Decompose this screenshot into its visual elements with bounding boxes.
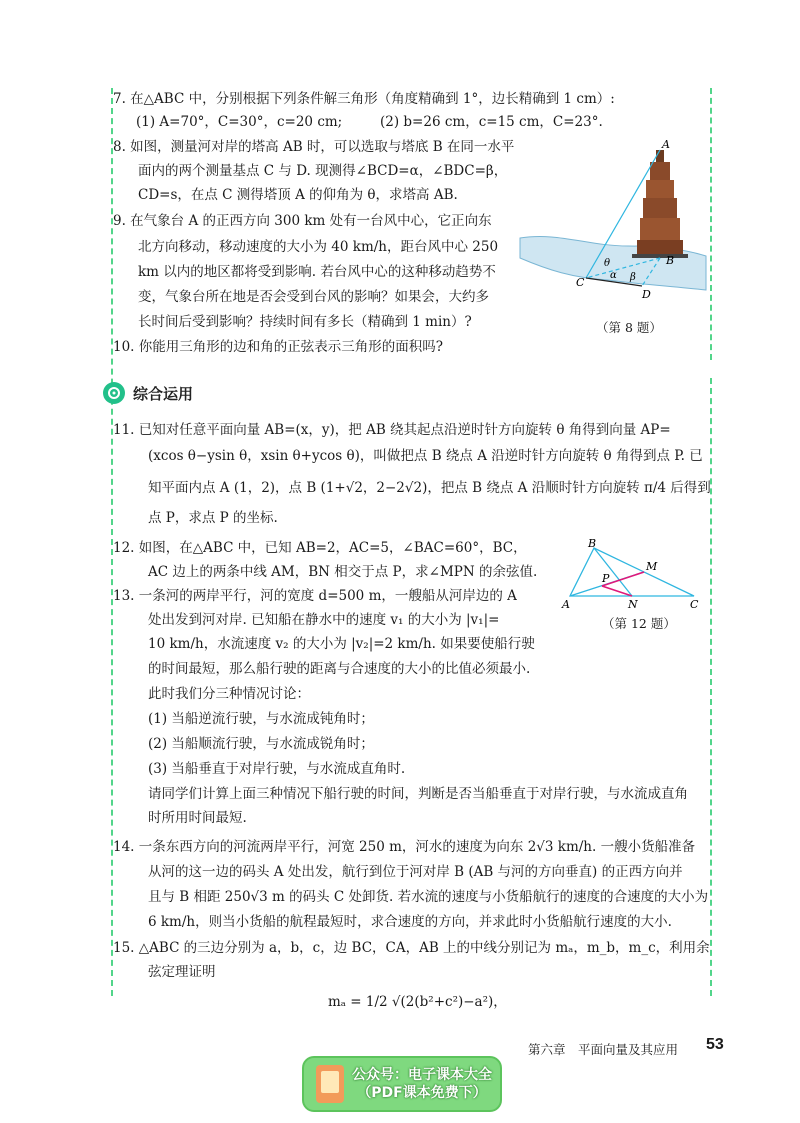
- fig8-label-theta: θ: [604, 258, 611, 269]
- banner-line2: （PDF课本免费下）: [357, 1085, 487, 1101]
- ex12-line2: AC 边上的两条中线 AM，BN 相交于点 P，求∠MPN 的余弦值.: [148, 564, 538, 580]
- section-title: 综合运用: [133, 384, 194, 403]
- ex14-line1: 14. 一条东西方向的河流两岸平行，河宽 250 m，河水的速度为向东 2√3 km/h. 一艘小货船准备: [113, 839, 696, 855]
- pagoda-drawing: [632, 150, 688, 258]
- ex10-line1: 10. 你能用三角形的边和角的正弦表示三角形的面积吗?: [113, 339, 443, 355]
- ex13-case3: (3) 当船垂直于对岸行驶，与水流成直角时.: [148, 761, 406, 777]
- fig12-label-p: P: [602, 572, 610, 585]
- banner-line1: 公众号：电子课本大全: [352, 1067, 492, 1083]
- ex7-part2: (2) b=26 cm，c=15 cm，C=23°.: [380, 114, 603, 130]
- section-heading: [103, 382, 193, 404]
- ex13-line2: 处出发到河对岸. 已知船在静水中的速度 v₁ 的大小为 |v₁|=: [148, 612, 500, 628]
- ex13-line1: 13. 一条河的两岸平行，河的宽度 d=500 m，一艘船从河岸边的 A: [113, 588, 517, 604]
- ex13-line10: 时所用时间最短.: [148, 810, 247, 826]
- section-icon: [103, 382, 125, 404]
- ex8-line2: 面内的两个测量基点 C 与 D. 现测得∠BCD=α，∠BDC=β，: [138, 163, 508, 179]
- ex8-line3: CD=s，在点 C 测得塔顶 A 的仰角为 θ，求塔高 AB.: [138, 187, 458, 203]
- ex13-line4: 的时间最短，那么船行驶的距离与合速度的大小的比值必须最小.: [148, 661, 531, 677]
- ex7-part1: (1) A=70°，C=30°，c=20 cm;: [136, 114, 343, 130]
- ex13-line9: 请同学们计算上面三种情况下船行驶的时间，判断是否当船垂直于对岸行驶，与水流成直角: [148, 786, 688, 802]
- fig12-label-m: M: [646, 560, 658, 573]
- triangle-figure: [556, 538, 706, 610]
- ex11-line2: (xcos θ−ysin θ，xsin θ+ycos θ)，叫做把点 B 绕点 A 沿逆时针方向旋转 θ 角得到点 P. 已: [148, 448, 703, 464]
- ex9-line2: 北方向移动，移动速度的大小为 40 km/h，距台风中心 250: [138, 239, 499, 255]
- fig8-label-c: C: [576, 276, 585, 289]
- fig8-caption: （第 8 题）: [596, 320, 662, 335]
- ex9-line1: 9. 在气象台 A 的正西方向 300 km 处有一台风中心，它正向东: [113, 213, 492, 229]
- ex8-line1: 8. 如图，测量河对岸的塔高 AB 时，可以选取与塔底 B 在同一水平: [113, 139, 515, 155]
- ex14-line2: 从河的这一边的码头 A 处出发，航行到位于河对岸 B (AB 与河的方向垂直) 的正西方向并: [148, 864, 683, 880]
- ex11-line4: 点 P，求点 P 的坐标.: [148, 510, 278, 526]
- ex13-line3: 10 km/h，水流速度 v₂ 的大小为 |v₂|=2 km/h. 如果要使船行驶: [148, 636, 535, 652]
- ex7-line1: 7. 在△ABC 中，分别根据下列条件解三角形（角度精确到 1°，边长精确到 1 cm）:: [113, 91, 615, 107]
- ex14-line4: 6 km/h，则当小货船的航程最短时，求合速度的方向，并求此时小货船航行速度的大小.: [148, 914, 672, 930]
- fig12-caption: （第 12 题）: [602, 616, 676, 631]
- ex11-line1: 11. 已知对任意平面向量 AB=(x，y)，把 AB 绕其起点沿逆时针方向旋转 θ 角得到向量 AP=: [113, 422, 671, 438]
- fig8-label-b: B: [666, 254, 675, 267]
- fig12-label-n: N: [628, 598, 638, 610]
- fig8-label-a: A: [662, 140, 670, 151]
- fig8-label-d: D: [642, 288, 651, 301]
- ex13-case2: (2) 当船顺流行驶，与水流成锐角时；: [148, 736, 374, 752]
- ex9-line5: 长时间后受到影响？持续时间有多长（精确到 1 min）?: [138, 314, 472, 330]
- ex13-line5: 此时我们分三种情况讨论：: [148, 686, 310, 702]
- tower-figure: [518, 140, 708, 315]
- promo-banner: [302, 1056, 502, 1112]
- ex14-line3: 且与 B 相距 250√3 m 的码头 C 处卸货. 若水流的速度与小货船航行的速度的合速度的大小为: [148, 889, 709, 905]
- fig8-label-beta: β: [630, 272, 636, 283]
- fig12-label-b: B: [588, 538, 597, 550]
- median-formula: mₐ = 1/2 √(2(b²+c²)−a²)，: [328, 994, 507, 1010]
- ex9-line3: km 以内的地区都将受到影响. 若台风中心的这种移动趋势不: [138, 264, 496, 280]
- ex11-line3: 知平面内点 A (1，2)，点 B (1+√2，2−2√2)，把点 B 绕点 A 沿顺时针方向旋转 π/4 后得到: [148, 480, 711, 496]
- book-icon: [316, 1065, 344, 1103]
- page-number: 53: [706, 1036, 724, 1053]
- ex12-line1: 12. 如图，在△ABC 中，已知 AB=2，AC=5，∠BAC=60°，BC，: [113, 540, 527, 556]
- ex15-line1: 15. △ABC 的三边分别为 a，b，c，边 BC，CA，AB 上的中线分别记为 mₐ，m_b，m_c，利用余: [113, 940, 710, 956]
- ex13-case1: (1) 当船逆流行驶，与水流成钝角时；: [148, 711, 374, 727]
- ex9-line4: 变，气象台所在地是否会受到台风的影响？如果会，大约多: [138, 289, 489, 305]
- fig12-label-c: C: [690, 598, 699, 610]
- chapter-footer: 第六章 平面向量及其应用: [528, 1042, 679, 1057]
- fig12-label-a: A: [562, 598, 570, 610]
- fig8-label-alpha: α: [610, 270, 617, 281]
- ex15-line2: 弦定理证明: [148, 964, 216, 980]
